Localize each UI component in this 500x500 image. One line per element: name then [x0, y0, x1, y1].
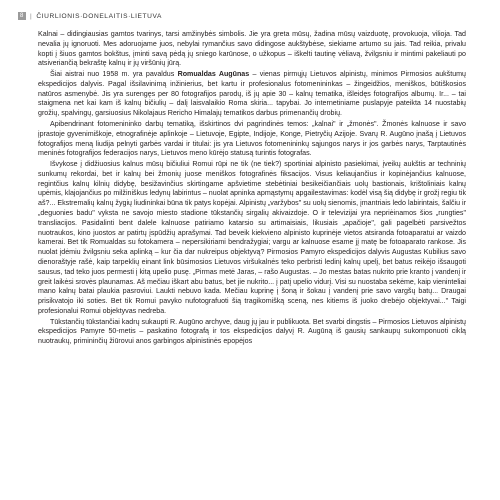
author-name: Romualdas Augūnas — [177, 70, 250, 79]
paragraph-2 — [38, 70, 466, 119]
paragraph-2-lead: Šiai aistrai nuo 1958 m. yra pavaldus — [50, 70, 178, 79]
paragraph-1: Kalnai – didingiausias gamtos tvarinys, tarsi amžinybės simbolis. Jie yra greta mūsų, žadina mūsų vaizduotę, provokuoja, vilioja. Tad nevalia jų ignoruoti. Mes adoruojame juos, nebylai rymančius savo didingose aukštybėse, siekiame artumo su jais. Tad reikia, privalu kopti į šiuos gamtos bokštus, įminti savą pėdą jų sniego karūnose, o užkopus – iškelti tautinę vėliavą, žvilgsniu ir mintimi pakeliauti po atsiveriančią bekraštę kalnų ir jų viršūnių jūrą. — [38, 30, 466, 68]
paragraph-3: Apibendrinant fotomenininko darbų tematiką, išskirtinos dvi pagrindinės temos: „kalnai" ir „žmonės". Žmonės kalnuose ir savo įprastoje gyvenimiškoje, etnografinėje aplinkoje – Lietuvoje, Egipte, Indijoje, Konge, Pietryčių Azijoje. Svarų R. Augūno įnašą į Lietuvos fotografijos meną liudija pelnyti garbės vardai ir titulai: jis yra Lietuvos fotomenininkų sąjungos narys ir jos garbės narys, Tarptautinės meninės fotografijos federacijos narys, Lietuvos meno kūrėjo statusą turintis fotografas. — [38, 119, 466, 158]
paragraph-4: Išvykose į didžiuosius kalnus mūsų bičiuliui Romui rūpi ne tik (ne tiek?) sportiniai alpinisto pasiekimai, įveikų aukštis ar techninių sunkumų rekordai, bet ir kalnų bei žmonių juose meniškos fotografinės fiksacijos. Visus keliaujančius ir kopinėjančius kalnuose, regintčius kalnų kilnių didybę, besižavinčius skirtingame apšvietime stebėtiniai besikeičiančiais uolų bastionais, krištoliniais kalnų upėmis, klajojančius po milžiniškus ledynų labirintus – nuolat apninka apmąstymų apgailestavimas: kodėl visą šią didybę ir grožį regiu tik aš?... Ekstremalių kalnų žygių liudininkai būna tik patys kopėjai. Alpinistų „varžybos" su uolų sienomis, įmantriais ledo labirintais, šalčiu ir „deguonies badu" vyksta ne savojo miesto stadione tūkstančių sirgalių akivaizdoje. O ir televizijai yra nepriėinamos šios „rungties" transliacijos. Pasidalinti bent dalele kalnuose patiriamo katarsio su artimaisiais, likusiais „apačioje", gali pagelbėti parsivežtos nuotraukos, kino juostos ar patirtų įspūdžių aprašymai. Tad beveik kiekvieno alpinisto kuprinėje vietos atsiranda fotoaparatui ar vaizdo kamerai. Bet tik Romualdas su fotokamera – nepersikiriami bendražygiai; vargu ar kalnuose esame jį matę be fotoaparato rankose. Jis nuolat įdėmiu žvilgsniu seka aplinką – kur čia dar nukreipus objektyvą? Pirmosios Pamyro ekspedicijos dalyvis Augustas Kubilius savo dienoraštyje rašė, kaip tarpeklių einant link būsimosios Lietuvos viršukalnės teko perbristi ledinį kalnų upelį, bet batus reikėjo išsaugoti sausus, tad teko juos permesti į kitą upelio pusę. „Pirmas metė Jaras, – rašo Augustas. – Jo mestas batas nukrito prie kranto į vandenį ir greit laikėsi srovės plaunamas. Aš mečiau iškart abu batus, bet jie nukrito... į patį upelio vidurį. Visi su nuostaba sekėme, kaip vieninteliai mano kalnų batai plaukia pasroviui. Laukti nebuvo kada. Mečiau kuprinę į šoną ir šokau į vandenį prie savo vargšų batų... Draugai prisikvatojo iki soties. Bet tik Romui pavyko nufotografuoti šią tragikomišką sceną, nes kitiems iš juoko drebėjo objektyvai..." Taigi profesionalui Romui objektyvas nedreba. — [38, 160, 466, 315]
paragraph-5: Tūkstančių tūkstančiai kadrų sukaupti R. Augūno archyve, daug jų jau ir publikuota. Bet svarbi dingstis – Pirmosios Lietuvos alpinistų ekspedicijos Pamyre 50-metis – paskatino fotografą ir tos ekspedicijos dalyvį R. Augūną iš gausių sankaupų sukomponuoti ciklą nuotraukų, primininčių žiūrovui anos garbingos alpinistinės epopėjos — [38, 317, 466, 346]
paragraph-2-rest: – vienas pirmųjų Lietuvos alpinistų, minimos Pirmosios aukštumų ekspedicijos dalyvis. Pagal išsilavinimą inžinierius, bet kartu ir profesionalus fotomenininkas – žingeidžios, meniškos, būtiškosios natūros asmenybė. Jis yra surengęs per 80 fotografijos parodų, iš jų apie 30 – kalnų tematika, išleidęs fotografijos albumų. Ir... – tai staigmena net kai kam iš kalnų bičiulių – dalį laisvalaikio Roma skiria... tapybai. Jo internetiniame puslapyje pateikta 14 nuostabių grožių, spalvingų, garsiuosius Nikolajaus Rericho Himalajų tematikos darbus primenančių drobių. — [38, 70, 467, 118]
running-header — [18, 12, 162, 20]
running-title: ČIURLIONIS·DONELAITIS·LIETUVA — [36, 12, 163, 20]
header-separator: | — [30, 12, 33, 20]
page-number: 8 — [18, 12, 26, 20]
article-body — [38, 30, 466, 348]
